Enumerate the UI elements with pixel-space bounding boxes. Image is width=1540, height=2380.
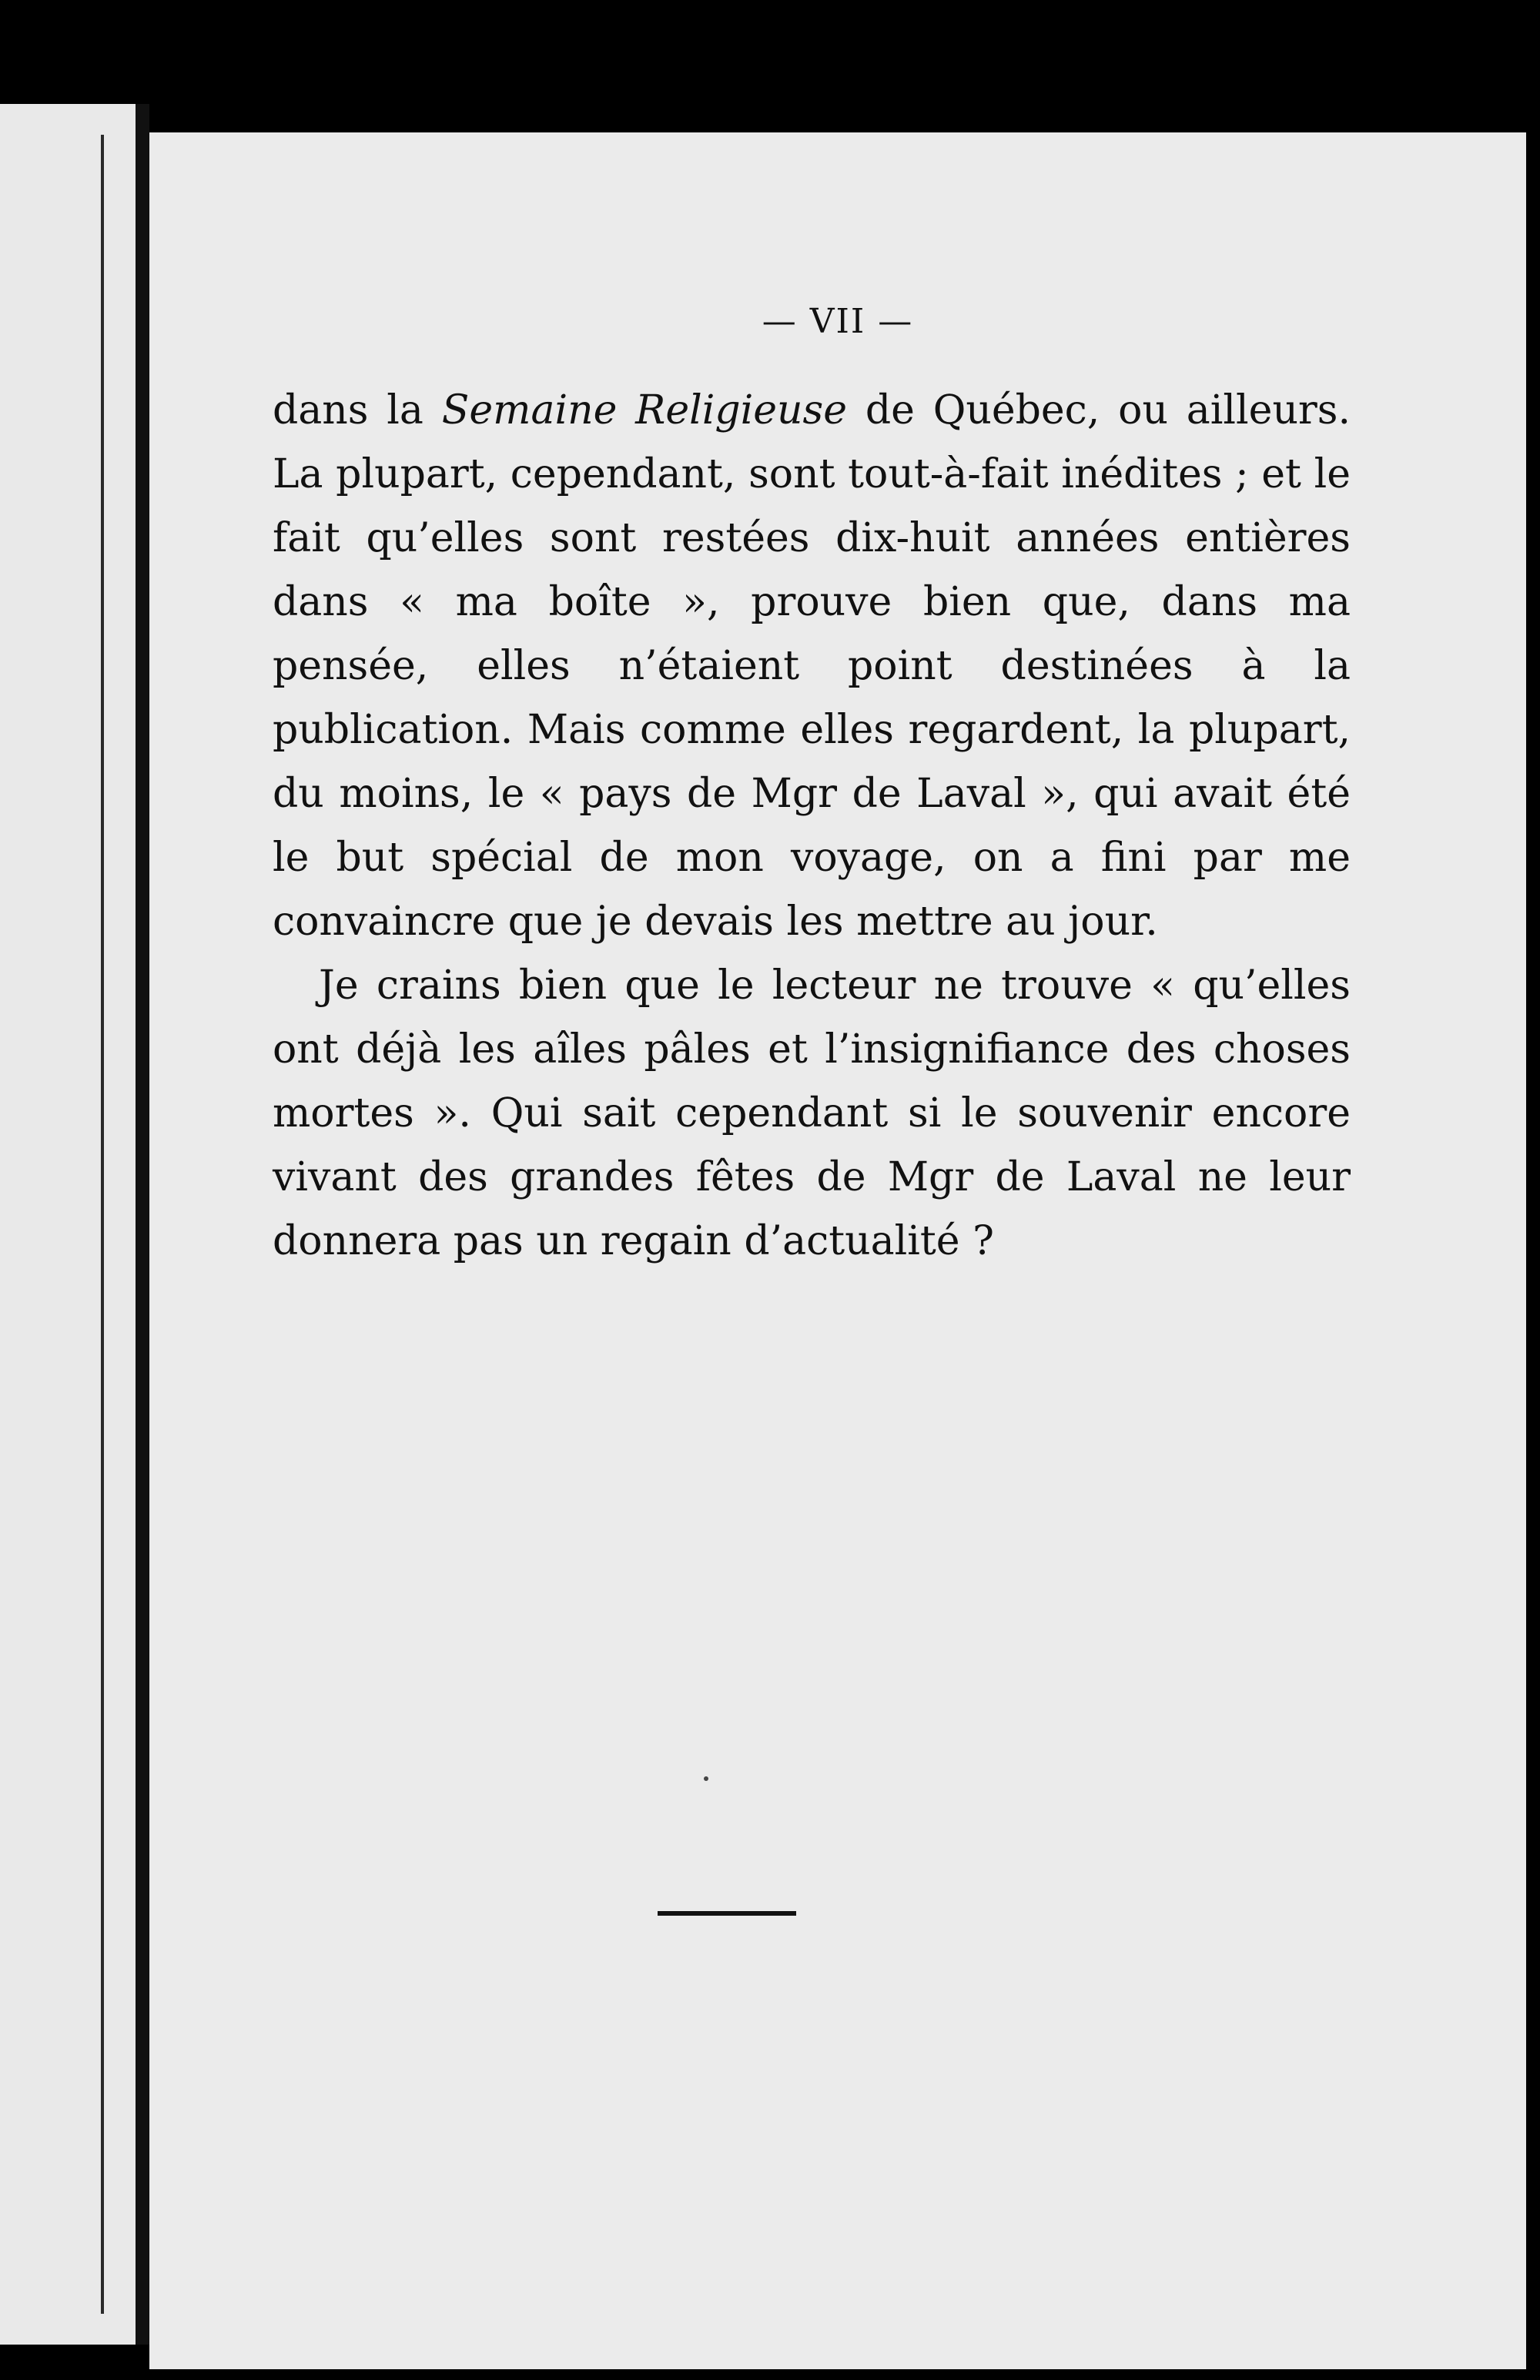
paragraph-2: Je crains bien que le lecteur ne trouve « qu’elles ont déjà les aîles pâles et l’insignifiance des choses mortes ». Qui sait cependant si le souvenir encore vivant des grandes fêtes de Mgr de Laval ne leur donnera pas un regain d’actualité ? (273, 962, 1351, 1264)
paragraph-1 (273, 379, 1351, 954)
paper-speck (704, 1776, 708, 1781)
paragraph-1-start: dans la (273, 387, 442, 433)
paragraph-1-rest: de Québec, ou ailleurs. La plupart, cependant, sont tout-à-fait inédites ; et le fait qu’elles sont restées dix-huit années entières dans « ma boîte », prouve bien que, dans ma pensée, elles n’étaient point destinées à la publication. Mais comme elles regardent, la plupart, du moins, le « pays de Mgr de Laval », qui avait été le but spécial de mon voyage, on a fini par me convaincre que je devais les mettre au jour. (273, 387, 1351, 945)
journal-title: Semaine Religieuse (441, 387, 848, 433)
left-page-edge (0, 104, 146, 2345)
end-rule (658, 1911, 796, 1916)
book-page (149, 132, 1526, 2369)
body-text (273, 379, 1351, 1274)
book-binding (136, 104, 149, 2345)
page-number-header: — VII — (762, 302, 914, 341)
